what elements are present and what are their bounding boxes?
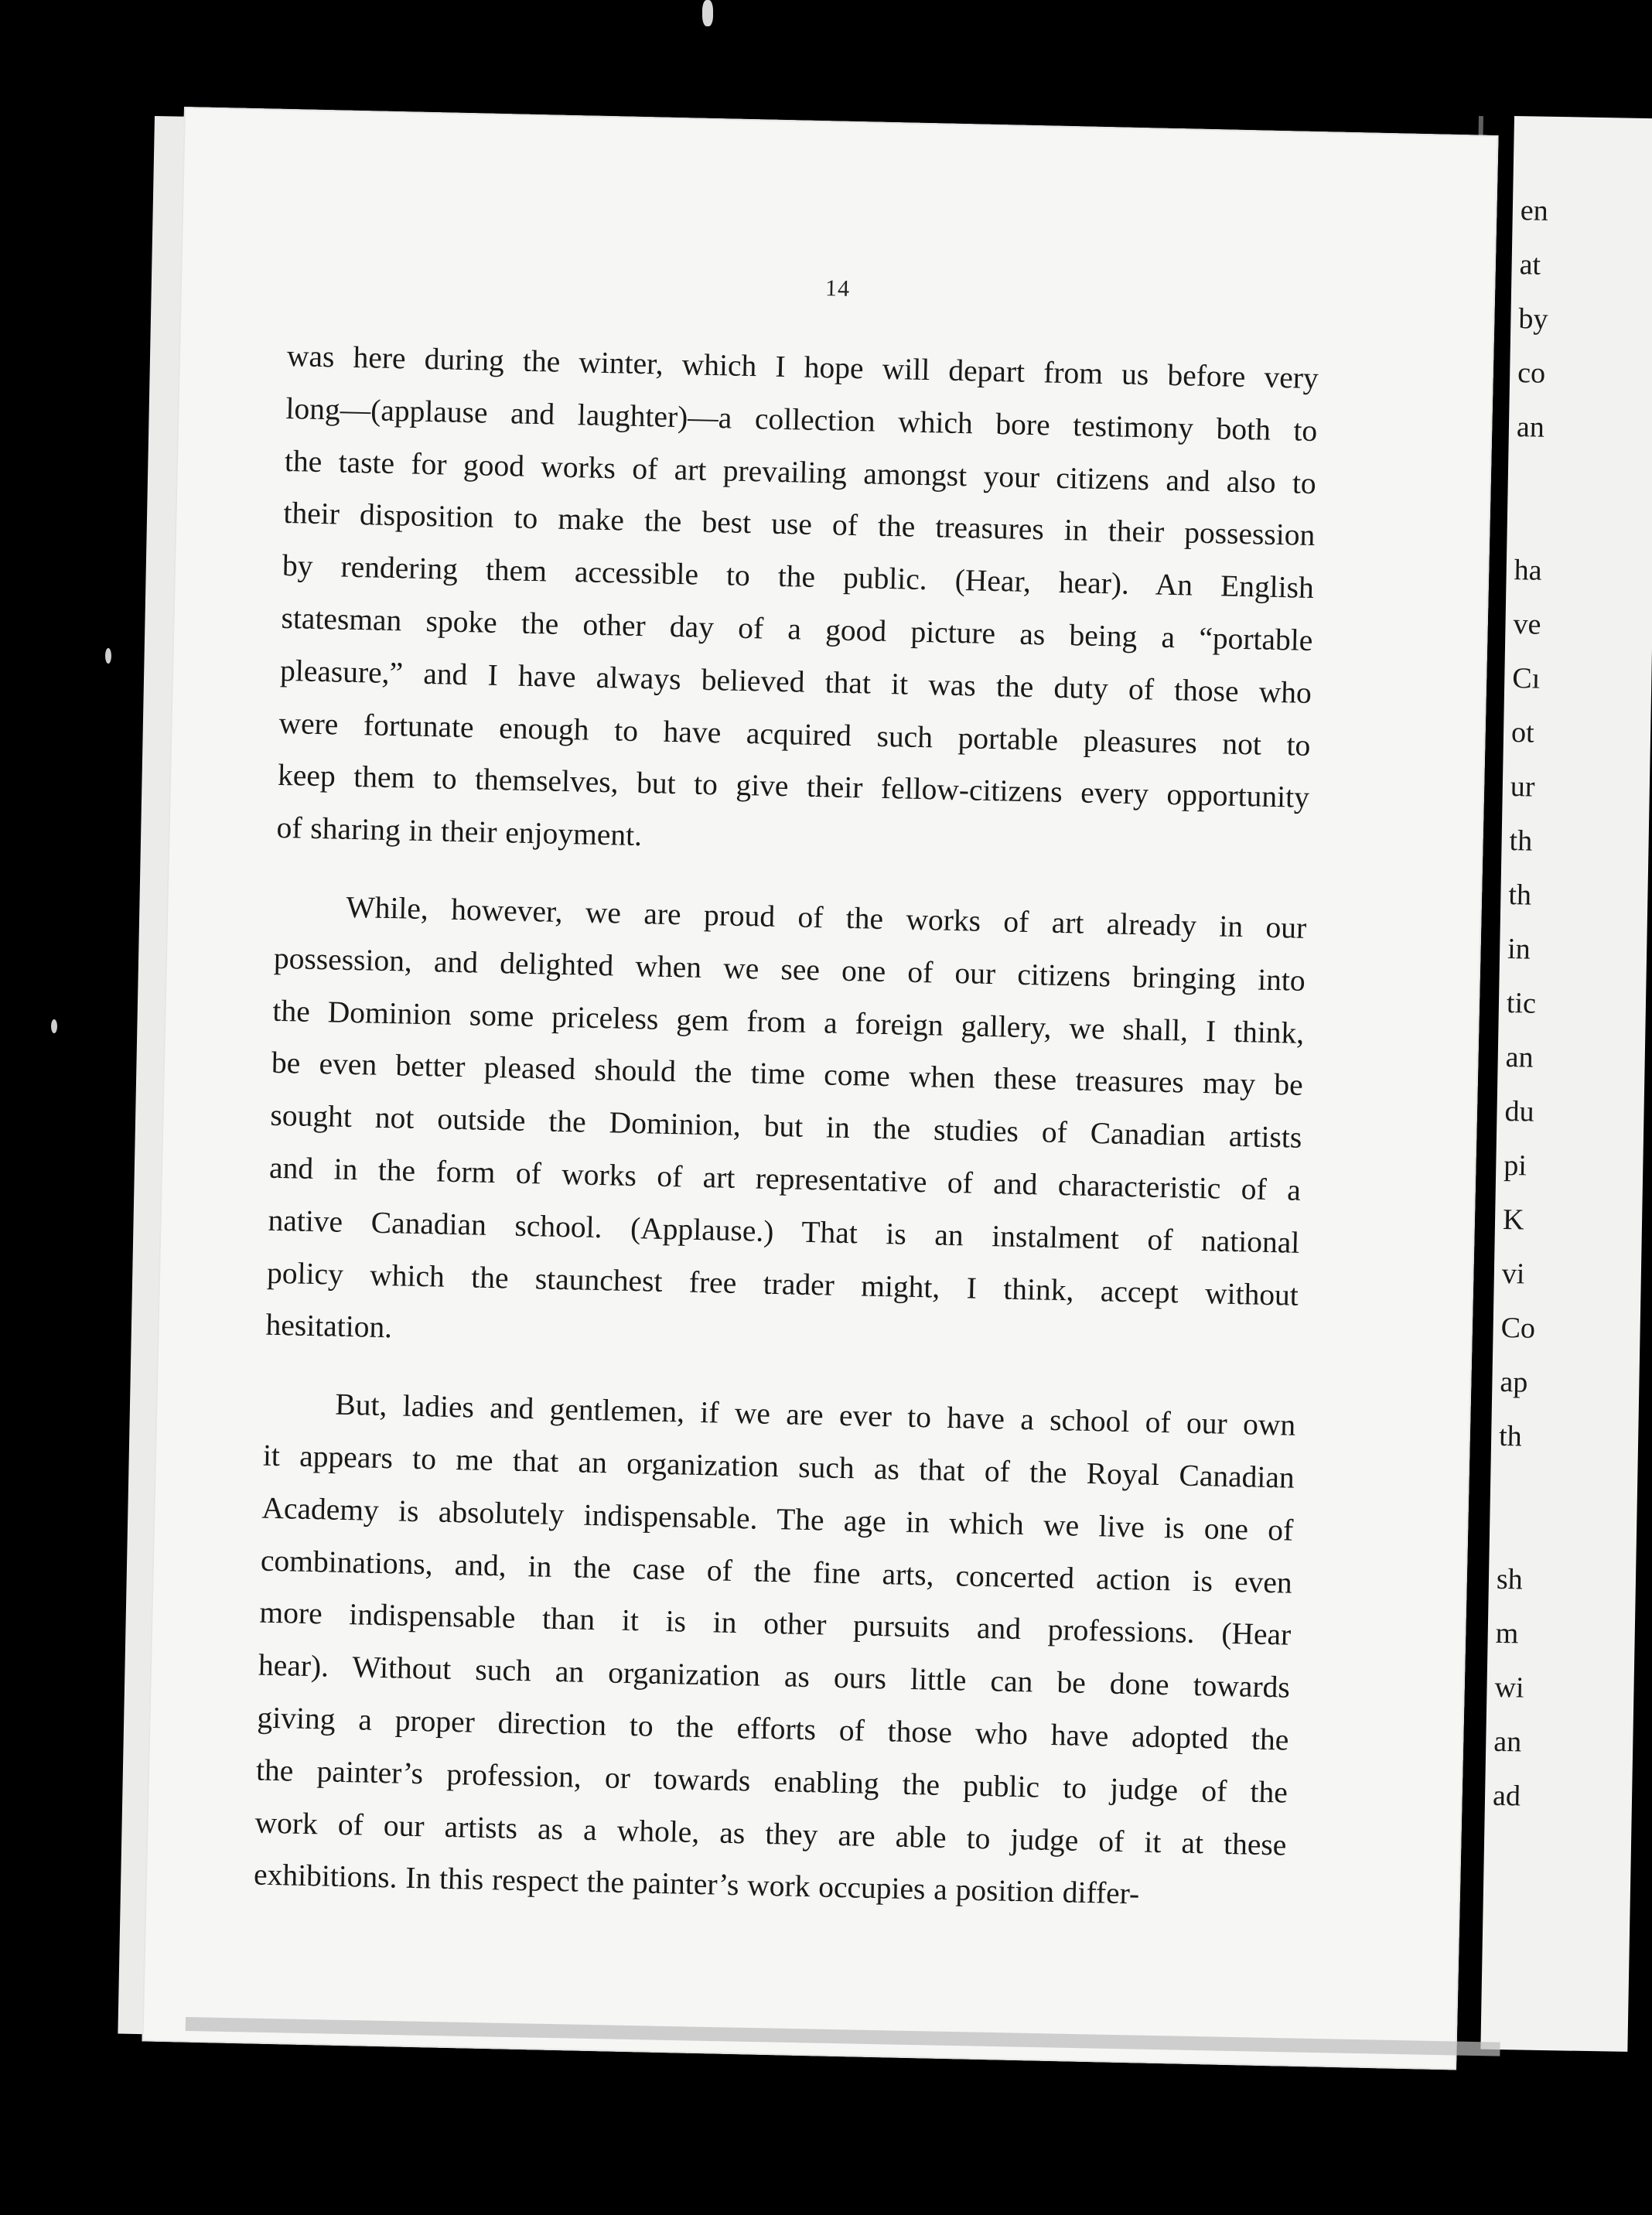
adjacent-page-fragment: wi: [1494, 1671, 1524, 1705]
text-line: possession, and delighted when we see one of our citizens bringing into: [273, 940, 1306, 998]
adjacent-page-fragment: sh: [1496, 1562, 1524, 1596]
adjacent-page-fragment: th: [1509, 824, 1533, 858]
adjacent-page-fragment: th: [1508, 879, 1532, 912]
text-line: the Dominion some priceless gem from a foreign gallery, we shall, I think,: [272, 993, 1305, 1050]
margin-mark: [51, 1019, 57, 1033]
adjacent-page-fragment: co: [1517, 357, 1546, 390]
margin-mark: [105, 648, 111, 664]
text-line: But, ladies and gentlemen, if we are ever to have a school of our own: [334, 1387, 1296, 1442]
text-line: more indispensable than it is in other pursuits and professions. (Hear: [259, 1595, 1292, 1653]
adjacent-page-fragment: at: [1519, 248, 1541, 282]
text-line: it appears to me that an organization such as that of the Royal Canadian: [262, 1438, 1295, 1495]
text-line: were fortunate enough to have acquired such portable pleasures not to: [278, 705, 1311, 763]
page-number: 14: [824, 275, 851, 302]
text-line: native Canadian school. (Applause.) That is an instalment of national: [268, 1203, 1300, 1260]
adjacent-page-fragment: an: [1516, 411, 1545, 444]
adjacent-page-fragment: ha: [1514, 554, 1542, 587]
adjacent-page-fragment: en: [1520, 194, 1549, 227]
text-line: their disposition to make the best use of the treasures in their possession: [283, 496, 1316, 553]
adjacent-page-fragment: K: [1502, 1203, 1524, 1237]
adjacent-page-fragment: an: [1505, 1040, 1534, 1074]
text-line: of sharing in their enjoyment.: [276, 811, 643, 853]
text-line: was here during the winter, which I hope will depart from us before very: [286, 338, 1319, 396]
text-line: keep them to themselves, but to give their fellow-citizens every opportunity: [277, 758, 1310, 815]
text-line: pleasure,” and I have always believed that it was the duty of those who: [279, 653, 1312, 710]
scan-speck: [702, 0, 713, 26]
text-line: be even better pleased should the time come when these treasures may be: [271, 1046, 1304, 1103]
adjacent-page-fragment: ve: [1513, 608, 1541, 641]
text-line: the painter’s profession, or towards enabling the public to judge of the: [255, 1753, 1288, 1810]
adjacent-page-fragment: ap: [1500, 1365, 1528, 1399]
text-line: hear). Without such an organization as ours little can be done towards: [258, 1647, 1291, 1705]
adjacent-page-fragment: m: [1495, 1616, 1519, 1650]
text-line: and in the form of works of art representative of and characteristic of a: [268, 1150, 1302, 1207]
text-line: sought not outside the Dominion, but in the studies of Canadian artists: [270, 1097, 1302, 1155]
paragraph: [276, 330, 1319, 877]
adjacent-page-fragment: Co: [1500, 1311, 1536, 1345]
text-line: giving a proper direction to the efforts of those who have adopted the: [257, 1700, 1289, 1757]
text-line: exhibitions. In this respect the painter’s work occupies a position differ-: [253, 1857, 1140, 1911]
text-line: work of our artists as a whole, as they are able to judge of it at these: [254, 1805, 1287, 1862]
adjacent-page-text: [1492, 116, 1652, 1813]
text-line: Academy is absolutely indispensable. The age in which we live is one of: [261, 1490, 1294, 1548]
adjacent-page-fragment: in: [1507, 933, 1531, 966]
text-line: long—(applause and laughter)—a collection which bore testimony both to: [285, 391, 1318, 448]
body-text: [253, 330, 1319, 1950]
adjacent-page-fragment: ot: [1510, 716, 1535, 749]
adjacent-page-fragment: Cı: [1511, 662, 1541, 695]
text-line: policy which the staunchest free trader might, I think, accept without: [266, 1255, 1299, 1312]
text-line: hesitation.: [265, 1308, 393, 1345]
adjacent-page-fragment: tic: [1506, 987, 1537, 1020]
document-page: [142, 107, 1498, 2070]
adjacent-page-fragment: du: [1504, 1094, 1534, 1128]
text-line: statesman spoke the other day of a good picture as being a “portable: [281, 600, 1313, 657]
adjacent-page-fragment: by: [1518, 302, 1548, 336]
adjacent-page-fragment: an: [1493, 1725, 1522, 1759]
adjacent-page-fragment: vi: [1501, 1257, 1525, 1291]
text-line: While, however, we are proud of the works of art already in our: [345, 889, 1307, 945]
text-line: combinations, and, in the case of the fine arts, concerted action is even: [260, 1543, 1293, 1600]
adjacent-page: [1480, 116, 1652, 2052]
adjacent-page-fragment: ad: [1492, 1779, 1521, 1813]
text-line: the taste for good works of art prevailing amongst your citizens and also to: [284, 443, 1317, 500]
adjacent-page-fragment: pi: [1503, 1148, 1527, 1183]
paragraph: [253, 1377, 1295, 1924]
text-line: by rendering them accessible to the public. (Hear, hear). An English: [282, 548, 1315, 606]
adjacent-page-fragment: th: [1498, 1419, 1523, 1453]
paragraph: [265, 880, 1307, 1374]
adjacent-page-fragment: ur: [1510, 770, 1535, 804]
